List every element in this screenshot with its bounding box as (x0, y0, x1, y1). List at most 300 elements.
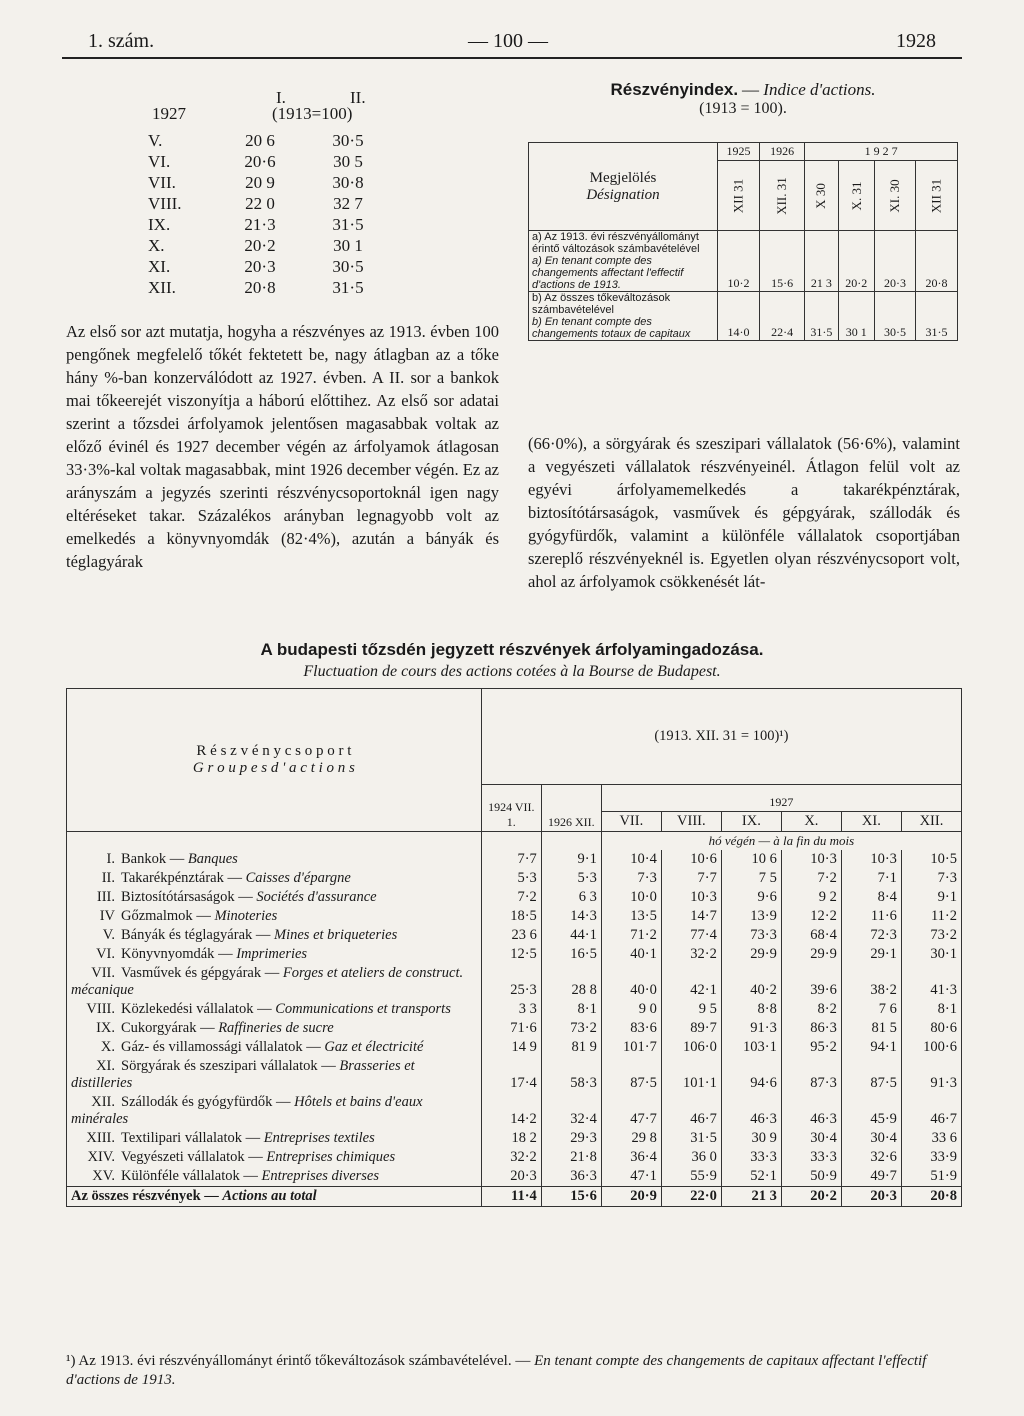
group-name-fr: Entreprises diverses (261, 1168, 379, 1184)
table-cell: 29·9 (781, 945, 841, 964)
table-cell: 36·3 (541, 1167, 601, 1187)
table-cell: 17·4 (481, 1057, 541, 1093)
total-value: 20·8 (901, 1187, 961, 1207)
index-col-header (915, 161, 957, 231)
small-table-row (140, 151, 392, 172)
table-cell: 47·1 (601, 1167, 661, 1187)
col-i-header: I. (276, 88, 286, 107)
table-cell: 71·2 (601, 926, 661, 945)
page-number-left: 1. szám. (88, 30, 155, 52)
group-number: IV (99, 908, 115, 924)
table-cell: 33·3 (721, 1148, 781, 1167)
table-cell: 9·1 (901, 888, 961, 907)
group-header-fr: G r o u p e s d ' a c t i o n s (192, 760, 355, 776)
group-name-fr: Sociétés d'assurance (256, 889, 377, 905)
year-1926: 1926 (760, 143, 805, 161)
group-cell: XII. Szállodák és gyógyfürdők — Hôtels et bains d'eaux minérales (71, 1094, 423, 1127)
table-cell: 30 9 (721, 1129, 781, 1148)
table-cell: 14·2 (481, 1093, 541, 1129)
index-base: (1913 = 100). (699, 100, 787, 117)
index-value: 31·5 (332, 278, 364, 297)
index-value: 30 1 (333, 236, 363, 255)
small-table-row (140, 193, 392, 214)
table-cell: 51·9 (901, 1167, 961, 1187)
table-cell: 42·1 (661, 964, 721, 1000)
group-number: VII. (91, 965, 115, 981)
table-row (67, 1167, 962, 1187)
table-cell: 10 6 (721, 850, 781, 869)
row-b-fr: b) En tenant compte des changements totaux de capitaux (532, 316, 691, 340)
group-name-fr: Banques (187, 851, 238, 867)
table-cell: 12·2 (781, 907, 841, 926)
index-col-header (875, 161, 916, 231)
month-header: VII. (601, 812, 661, 832)
index-col-label: XII 31 (928, 178, 944, 213)
table-cell: 46·3 (721, 1093, 781, 1129)
total-value: 21 3 (721, 1187, 781, 1207)
group-cell: I. Bankok — Banques (67, 850, 482, 869)
table-cell: 40·1 (601, 945, 661, 964)
group-name-fr: Hôtels et bains d'eaux minérales (71, 1094, 423, 1127)
table-row (67, 888, 962, 907)
group-name-hu: Különféle vállalatok (121, 1168, 240, 1184)
group-name-hu: Sörgyárak és szeszipari vállalatok (121, 1058, 318, 1074)
group-name-fr: Communications et transports (275, 1001, 451, 1017)
table-cell: 23 6 (481, 926, 541, 945)
table-row (67, 1019, 962, 1038)
index-col-label: XII 31 (730, 178, 746, 213)
group-cell: IX. Cukorgyárak — Raffineries de sucre (67, 1019, 482, 1038)
row-b-value: 31·5 (805, 292, 838, 341)
group-name-fr: Mines et briqueteries (274, 927, 398, 943)
index-value: 30·5 (332, 131, 364, 150)
col-ii-header: II. (350, 88, 366, 107)
total-value: 20·2 (781, 1187, 841, 1207)
group-cell: X. Gáz- és villamossági vállalatok — Gaz et électricité (67, 1038, 482, 1057)
table-cell: 91·3 (721, 1019, 781, 1038)
table-cell: 8·2 (781, 1000, 841, 1019)
group-number: XII. (91, 1094, 115, 1110)
group-cell: V. Bányák és téglagyárak — Mines et briqueteries (67, 926, 482, 945)
table-cell: 9 0 (601, 1000, 661, 1019)
main-table: R é s z v é n y c s o p o r t G r o u p e s d ' a c t i o n s (1913. XII. 31 = 100)¹) 1924 VII. 1. 1926 XII. 1927 VII. VIII. IX. X. XI. XII. hó végén — à la fin du mois I. Bankok — Banques 7·7 9·1 10·4 10·6 10 6 10·3 10·3 10·5 II. Takarékpénztárak — Caisses d'épargne 5·3 5·3 7·3 7·7 7 5 7·2 7·1 7·3 III. Biztosítótársaságok — Sociétés d'assurance 7·2 6 3 10·0 10·3 9·6 9 2 8·4 9·1 IV Gőzmalmok — Minoteries 18·5 14·3 13·5 14·7 13·9 12·2 11·6 11·2 V. Bányák és téglagyárak — Mines et briqueteries 23 6 44·1 71·2 77·4 73·3 68·4 72·3 73·2 VI. Könyvnyomdák — Imprimeries 12·5 16·5 40·1 32·2 29·9 29·9 29·1 30·1 VII. Vasművek és gépgyárak — Forges et ateliers de construct. mécanique 25·3 28 8 40·0 42·1 40·2 39·6 38·2 41·3 VIII. Közlekedési vállalatok — Communications et transports 3 3 8·1 9 0 9 5 8·8 8·2 7 6 8·1 IX. Cukorgyárak — Raffineries de sucre 71·6 73·2 83·6 89·7 91·3 86·3 81 5 80·6 X. Gáz- és villamossági vállalatok — Gaz et électricité 14 9 81 9 101·7 106·0 103·1 95·2 94·1 100·6 XI. Sörgyárak és szeszipari vállalatok — Brasseries et distilleries 17·4 58·3 87·5 101·1 94·6 87·3 87·5 91·3 XII. Szállodák és gyógyfürdők — Hôtels et bains d'eaux minérales 14·2 32·4 47·7 46·7 46·3 46·3 45·9 46·7 XIII. Textilipari vállalatok — Entreprises textiles 18 2 29·3 29 8 31·5 30 9 30·4 30·4 33 6 XIV. Vegyészeti vállalatok — Entreprises chimiques 32·2 21·8 36·4 36 0 33·3 33·3 32·6 33·9 XV. Különféle vállalatok — Entreprises diverses 20·3 36·3 47·1 55·9 52·1 50·9 49·7 51·9 Az összes részvények — Actions au total 11·4 15·6 20·9 22·0 21 3 20·2 20·3 20·8 (66, 688, 962, 1207)
total-value: 15·6 (541, 1187, 601, 1207)
index-title-block: Részvényindex. — Indice d'actions. (1913 = 100). (528, 80, 958, 118)
table-cell: 7·7 (481, 850, 541, 869)
table-cell: 30·4 (781, 1129, 841, 1148)
designation-label-fr: Désignation (586, 186, 660, 203)
table-cell: 46·3 (781, 1093, 841, 1129)
table-row (67, 1057, 962, 1093)
table-cell: 13·9 (721, 907, 781, 926)
row-a-value: 15·6 (760, 231, 805, 292)
footnote-fr: En tenant compte des changements de capitaux affectant l'effectif d'actions de 1913. (66, 1353, 927, 1388)
table-cell: 77·4 (661, 926, 721, 945)
table-cell: 7·2 (481, 888, 541, 907)
table-cell: 33·9 (901, 1148, 961, 1167)
table-cell: 10·4 (601, 850, 661, 869)
index-value: 30·5 (332, 257, 364, 276)
index-value: 20·2 (244, 236, 276, 255)
table-cell: 7·3 (601, 869, 661, 888)
table-cell: 10·5 (901, 850, 961, 869)
group-number: IX. (96, 1020, 115, 1036)
table-cell: 101·7 (601, 1038, 661, 1057)
index-col-label: X. 31 (848, 181, 864, 210)
group-name-fr: Imprimeries (236, 946, 308, 962)
table-cell: 50·9 (781, 1167, 841, 1187)
right-paragraph: (66·0%), a sörgyárak és szeszipari vállalatok (56·6%), valamint a vegyészeti vállalatok részvényeinél. Átlagon felül volt az egyévi árfolyamemelkedés a takarékpénztárak, biztosítótársaságok, vasművek és gépgyárak, szállodák és gyógyfürdők, valamint a különféle vállalatok csoportjában szereplő részvényeknél is. Egyetlen olyan részvénycsoport volt, ahol az árfolyamok csökkenését lát- (528, 434, 960, 591)
group-name-hu: Szállodák és gyógyfürdők (121, 1094, 273, 1110)
table-cell: 106·0 (661, 1038, 721, 1057)
table-cell: 8·8 (721, 1000, 781, 1019)
table-cell: 87·5 (601, 1057, 661, 1093)
table-cell: 32·4 (541, 1093, 601, 1129)
table-cell: 21·8 (541, 1148, 601, 1167)
group-name-fr: Gaz et électricité (324, 1039, 424, 1055)
group-name-hu: Könyvnyomdák (121, 946, 215, 962)
total-label: Az összes részvények (71, 1188, 201, 1204)
table-cell: 11·2 (901, 907, 961, 926)
group-name-fr: Raffineries de sucre (218, 1020, 334, 1036)
table-cell: 32·6 (841, 1148, 901, 1167)
table-cell: 3 3 (481, 1000, 541, 1019)
table-row (67, 850, 962, 869)
month-header: XII. (901, 812, 961, 832)
col-1927: 1927 (601, 785, 961, 812)
month-header: IX. (721, 812, 781, 832)
group-name-hu: Gőzmalmok (121, 908, 193, 924)
index-col-header (805, 161, 838, 231)
small-table-row (140, 214, 392, 235)
table-cell: 55·9 (661, 1167, 721, 1187)
group-name-hu: Közlekedési vállalatok (121, 1001, 254, 1017)
small-table-row (140, 130, 392, 151)
col-1924: 1924 VII. 1. (481, 785, 541, 832)
table-cell: 7·1 (841, 869, 901, 888)
table-cell: 73·2 (541, 1019, 601, 1038)
group-name-hu: Takarékpénztárak (121, 870, 224, 886)
group-number: I. (106, 851, 115, 867)
group-name-fr: Minoteries (214, 908, 278, 924)
row-a-hu: a) Az 1913. évi részvényállományt érintő változások számbavételével (532, 231, 700, 255)
index-value: 22 0 (245, 194, 275, 213)
main-subtitle: Fluctuation de cours des actions cotées à la Bourse de Budapest. (303, 663, 721, 680)
table-cell: 33·3 (781, 1148, 841, 1167)
table-cell: 36 0 (661, 1148, 721, 1167)
left-paragraph: Az első sor azt mutatja, hogyha a részvényes az 1913. évben 100 pengőnek megfelelő tőkét fektetett be, nagy átlagban az a tőke hány %-ban konzerválódott az 1927. évben. A II. sor a bankok mai tőkeerejét viszonyítja a háború előttihez. Az első sor adatai szerint a tőzsdei árfolyamok jelentősen magasabbak voltak az előző évinél és 1927 december végén az árfolyamok átlagosan 33·3%-kal voltak magasabbak, mint 1926 december végén. Ez az arányszám a jegyzés szerinti részvénycsoportoknál igen nagy eltéréseket takar. Százalékos arányban legnagyobb volt az emelkedés a könyvnyomdák (82·4%), azután a bányák és téglagyárak (66, 322, 499, 571)
row-a-value: 10·2 (718, 231, 760, 292)
group-name-hu: Vegyészeti vállalatok (121, 1149, 245, 1165)
index-value: 20·3 (244, 257, 276, 276)
index-value: 21·3 (244, 215, 276, 234)
table-cell: 10·6 (661, 850, 721, 869)
group-number: X. (100, 1039, 115, 1055)
group-header-hu: R é s z v é n y c s o p o r t (196, 743, 352, 759)
month-label: VIII. (148, 194, 182, 213)
group-cell: XIII. Textilipari vállalatok — Entreprises textiles (67, 1129, 482, 1148)
table-cell: 7·2 (781, 869, 841, 888)
table-cell: 25·3 (481, 964, 541, 1000)
row-b-value: 31·5 (915, 292, 957, 341)
group-cell: VI. Könyvnyomdák — Imprimeries (67, 945, 482, 964)
month-label: X. (148, 236, 165, 255)
group-number: III. (96, 889, 115, 905)
table-cell: 29·3 (541, 1129, 601, 1148)
page-year: 1928 (896, 30, 936, 52)
small-table-row (140, 277, 392, 298)
total-value: 11·4 (481, 1187, 541, 1207)
index-col-label: XI. 30 (887, 178, 902, 213)
month-end-label: hó végén — à la fin du mois (601, 832, 961, 851)
table-cell: 7·7 (661, 869, 721, 888)
index-value: 30 5 (333, 152, 363, 171)
index-value: 31·5 (332, 215, 364, 234)
table-cell: 40·2 (721, 964, 781, 1000)
table-cell: 7 5 (721, 869, 781, 888)
col-1926: 1926 XII. (541, 785, 601, 832)
group-name-hu: Bányák és téglagyárak (121, 927, 253, 943)
table-cell: 9 2 (781, 888, 841, 907)
table-cell: 81 9 (541, 1038, 601, 1057)
total-value: 20·3 (841, 1187, 901, 1207)
table-cell: 18 2 (481, 1129, 541, 1148)
table-cell: 95·2 (781, 1038, 841, 1057)
table-row (67, 1093, 962, 1129)
index-col-label: XII. 31 (774, 176, 790, 215)
table-cell: 38·2 (841, 964, 901, 1000)
table-cell: 40·0 (601, 964, 661, 1000)
table-cell: 10·3 (661, 888, 721, 907)
small-table-row (140, 256, 392, 277)
table-cell: 46·7 (661, 1093, 721, 1129)
table-cell: 45·9 (841, 1093, 901, 1129)
table-cell: 29·1 (841, 945, 901, 964)
table-cell: 86·3 (781, 1019, 841, 1038)
table-row (67, 945, 962, 964)
table-cell: 52·1 (721, 1167, 781, 1187)
table-cell: 30·4 (841, 1129, 901, 1148)
base-header: (1913. XII. 31 = 100)¹) (481, 689, 961, 785)
table-cell: 8·1 (541, 1000, 601, 1019)
base-label: (1913=100) (272, 104, 353, 123)
row-b-value: 30·5 (875, 292, 916, 341)
table-cell: 10·3 (781, 850, 841, 869)
table-row (67, 869, 962, 888)
total-label-fr: Actions au total (222, 1188, 317, 1204)
group-number: VIII. (86, 1001, 115, 1017)
year-1925: 1925 (718, 143, 760, 161)
table-cell: 49·7 (841, 1167, 901, 1187)
header-rule (62, 57, 962, 59)
table-cell: 8·4 (841, 888, 901, 907)
year-1927: 1 9 2 7 (805, 143, 958, 161)
month-label: V. (148, 131, 163, 150)
table-cell: 11·6 (841, 907, 901, 926)
small-table-row (140, 235, 392, 256)
table-cell: 30·1 (901, 945, 961, 964)
group-number: VI. (96, 946, 115, 962)
month-label: XI. (148, 257, 171, 276)
page-number-center: — 100 — (468, 30, 548, 52)
table-cell: 8·1 (901, 1000, 961, 1019)
row-b-value: 30 1 (838, 292, 875, 341)
month-label: VII. (148, 173, 176, 192)
group-name-hu: Bankok (121, 851, 167, 867)
table-cell: 83·6 (601, 1019, 661, 1038)
table-cell: 73·2 (901, 926, 961, 945)
table-cell: 9·1 (541, 850, 601, 869)
table-cell: 33 6 (901, 1129, 961, 1148)
table-cell: 14 9 (481, 1038, 541, 1057)
table-cell: 20·3 (481, 1167, 541, 1187)
table-cell: 12·5 (481, 945, 541, 964)
table-cell: 32·2 (661, 945, 721, 964)
table-row (67, 1129, 962, 1148)
table-cell: 9·6 (721, 888, 781, 907)
table-cell: 10·3 (841, 850, 901, 869)
table-cell: 44·1 (541, 926, 601, 945)
group-cell: II. Takarékpénztárak — Caisses d'épargne (67, 869, 482, 888)
small-index-rows (140, 130, 392, 298)
index-title-fr: Indice d'actions. (763, 80, 876, 99)
table-cell: 7 6 (841, 1000, 901, 1019)
small-index-table (140, 88, 392, 298)
group-cell: VIII. Közlekedési vállalatok — Communications et transports (67, 1000, 482, 1019)
table-cell: 46·7 (901, 1093, 961, 1129)
table-cell: 5·3 (541, 869, 601, 888)
month-label: VI. (148, 152, 171, 171)
month-label: IX. (148, 215, 171, 234)
group-cell: XIV. Vegyészeti vállalatok — Entreprises chimiques (67, 1148, 482, 1167)
month-header: XI. (841, 812, 901, 832)
group-name-hu: Biztosítótársaságok (121, 889, 235, 905)
month-header: X. (781, 812, 841, 832)
index-col-header (838, 161, 875, 231)
group-name-hu: Textilipari vállalatok (121, 1130, 242, 1146)
table-cell: 87·5 (841, 1057, 901, 1093)
table-cell: 100·6 (901, 1038, 961, 1057)
group-name-fr: Entreprises chimiques (266, 1149, 396, 1165)
group-number: XV. (92, 1168, 115, 1184)
table-cell: 94·1 (841, 1038, 901, 1057)
table-cell: 14·3 (541, 907, 601, 926)
index-table (528, 142, 958, 341)
table-cell: 71·6 (481, 1019, 541, 1038)
table-row (67, 1000, 962, 1019)
row-a-fr: a) En tenant compte des changements affectant l'effectif d'actions de 1913. (532, 255, 684, 291)
group-cell: IV Gőzmalmok — Minoteries (67, 907, 482, 926)
table-cell: 39·6 (781, 964, 841, 1000)
group-number: XIII. (86, 1130, 115, 1146)
row-a-value: 20·2 (838, 231, 875, 292)
group-name-fr: Entreprises textiles (263, 1130, 375, 1146)
group-name-hu: Gáz- és villamossági vállalatok (121, 1039, 303, 1055)
table-cell: 32·2 (481, 1148, 541, 1167)
table-row (67, 964, 962, 1000)
footnote-hu: ¹) Az 1913. évi részvényállományt érintő tőkeváltozások számbavételével. — (66, 1353, 531, 1369)
row-a-value: 20·3 (875, 231, 916, 292)
table-cell: 13·5 (601, 907, 661, 926)
index-col-header (718, 161, 760, 231)
total-value: 22·0 (661, 1187, 721, 1207)
index-value: 20 9 (245, 173, 275, 192)
table-cell: 10·0 (601, 888, 661, 907)
row-b-value: 14·0 (718, 292, 760, 341)
group-number: II. (101, 870, 115, 886)
index-value: 20·6 (244, 152, 276, 171)
table-cell: 68·4 (781, 926, 841, 945)
table-cell: 5·3 (481, 869, 541, 888)
table-cell: 7·3 (901, 869, 961, 888)
row-a-value: 21 3 (805, 231, 838, 292)
small-table-row (140, 172, 392, 193)
table-cell: 81 5 (841, 1019, 901, 1038)
designation-label: Megjelölés (589, 169, 657, 186)
group-cell: XV. Különféle vállalatok — Entreprises diverses (67, 1167, 482, 1187)
group-name-fr: Brasseries et distilleries (71, 1058, 415, 1091)
row-b-hu: b) Az összes tőkeváltozások számbavételével (532, 292, 671, 316)
index-value: 20·8 (244, 278, 276, 297)
group-cell: VII. Vasművek és gépgyárak — Forges et ateliers de construct. mécanique (71, 965, 464, 998)
table-cell: 80·6 (901, 1019, 961, 1038)
index-col-label: X 30 (813, 182, 829, 209)
index-title: Részvényindex. (610, 80, 739, 99)
group-name-hu: Cukorgyárak (121, 1020, 197, 1036)
month-header: VIII. (661, 812, 721, 832)
index-value: 32 7 (333, 194, 363, 213)
table-row (67, 907, 962, 926)
year-label: 1927 (152, 104, 186, 123)
table-cell: 16·5 (541, 945, 601, 964)
index-value: 30·8 (332, 173, 364, 192)
group-number: XI. (96, 1058, 115, 1074)
table-cell: 47·7 (601, 1093, 661, 1129)
table-cell: 6 3 (541, 888, 601, 907)
row-a-value: 20·8 (915, 231, 957, 292)
row-b-value: 22·4 (760, 292, 805, 341)
table-cell: 14·7 (661, 907, 721, 926)
group-name-fr: Caisses d'épargne (245, 870, 351, 886)
footnote (66, 1352, 962, 1390)
table-cell: 94·6 (721, 1057, 781, 1093)
table-cell: 58·3 (541, 1057, 601, 1093)
table-cell: 73·3 (721, 926, 781, 945)
table-cell: 101·1 (661, 1057, 721, 1093)
table-cell: 103·1 (721, 1038, 781, 1057)
group-cell: III. Biztosítótársaságok — Sociétés d'assurance (67, 888, 482, 907)
group-number: V. (102, 927, 115, 943)
table-row (67, 926, 962, 945)
table-row (67, 1038, 962, 1057)
table-cell: 29·9 (721, 945, 781, 964)
total-value: 20·9 (601, 1187, 661, 1207)
index-value: 20 6 (245, 131, 275, 150)
table-cell: 89·7 (661, 1019, 721, 1038)
group-number: XIV. (87, 1149, 115, 1165)
table-cell: 18·5 (481, 907, 541, 926)
table-cell: 31·5 (661, 1129, 721, 1148)
table-cell: 87·3 (781, 1057, 841, 1093)
group-name-hu: Vasművek és gépgyárak (121, 965, 262, 981)
table-cell: 41·3 (901, 964, 961, 1000)
table-row (67, 1148, 962, 1167)
table-cell: 72·3 (841, 926, 901, 945)
group-cell: XI. Sörgyárak és szeszipari vállalatok — Brasseries et distilleries (71, 1058, 415, 1091)
table-cell: 91·3 (901, 1057, 961, 1093)
main-title: A budapesti tőzsdén jegyzett részvények árfolyamingadozása. (260, 640, 764, 659)
group-name-fr: Forges et ateliers de construct. mécanique (71, 965, 464, 998)
